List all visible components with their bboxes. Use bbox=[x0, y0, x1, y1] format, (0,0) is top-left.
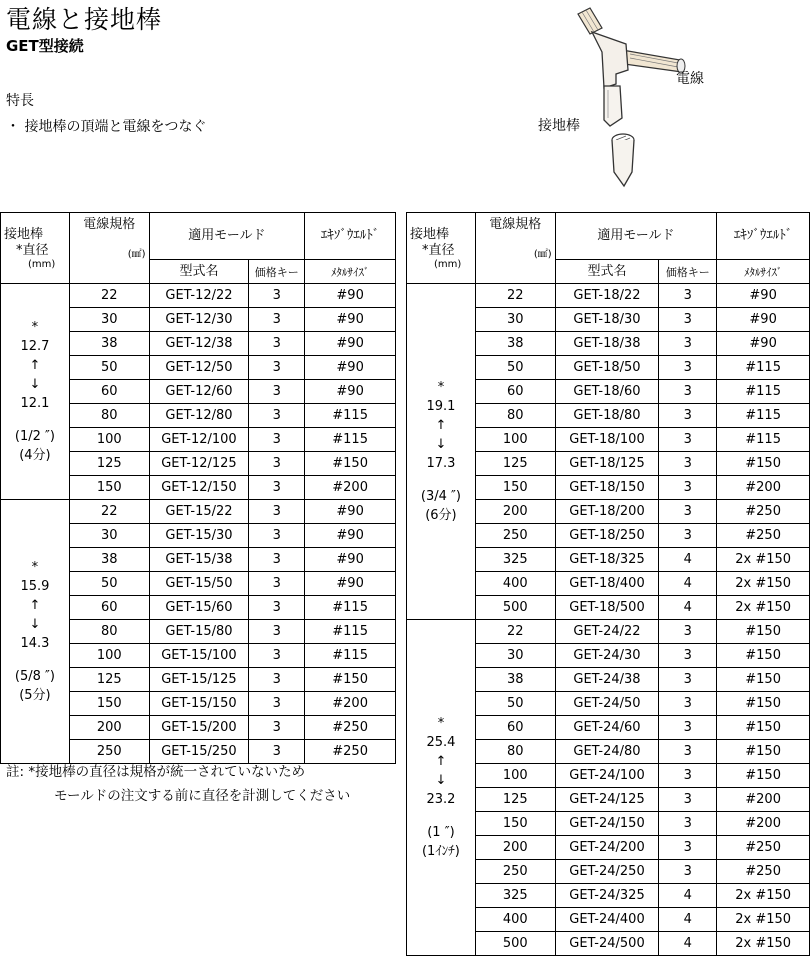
model-cell: GET-24/125 bbox=[555, 788, 659, 812]
header-rod: 接地棒 *直径 (mm) bbox=[407, 213, 476, 284]
price-key-cell: 4 bbox=[659, 572, 717, 596]
metal-size-cell: #150 bbox=[717, 692, 810, 716]
wire-size-cell: 100 bbox=[69, 428, 149, 452]
metal-size-cell: #90 bbox=[305, 548, 396, 572]
table-row bbox=[1, 500, 396, 524]
metal-size-cell: 2x #150 bbox=[717, 932, 810, 956]
wire-size-cell: 60 bbox=[69, 596, 149, 620]
price-key-cell: 4 bbox=[659, 596, 717, 620]
wire-size-cell: 80 bbox=[475, 404, 555, 428]
price-key-cell: 3 bbox=[659, 332, 717, 356]
model-cell: GET-18/60 bbox=[555, 380, 659, 404]
wire-size-cell: 80 bbox=[69, 404, 149, 428]
metal-size-cell: #150 bbox=[717, 620, 810, 644]
metal-size-cell: #250 bbox=[717, 524, 810, 548]
price-key-cell: 3 bbox=[659, 452, 717, 476]
model-cell: GET-15/22 bbox=[149, 500, 249, 524]
price-key-cell: 3 bbox=[659, 620, 717, 644]
header-mold: 適用モールド bbox=[555, 213, 717, 260]
model-cell: GET-18/325 bbox=[555, 548, 659, 572]
header-wire: 電線規格 (㎟) bbox=[69, 213, 149, 284]
header-rod: 接地棒 *直径 (mm) bbox=[1, 213, 70, 284]
diameter-top: 15.9 bbox=[20, 579, 50, 594]
wire-size-cell: 200 bbox=[475, 836, 555, 860]
metal-size-cell: #90 bbox=[717, 308, 810, 332]
price-key-cell: 3 bbox=[249, 428, 305, 452]
diameter-bu: (5分) bbox=[19, 688, 51, 703]
metal-size-cell: #200 bbox=[305, 692, 396, 716]
wire-size-cell: 80 bbox=[475, 740, 555, 764]
wire-size-cell: 30 bbox=[69, 524, 149, 548]
footnote-line-1: 註: *接地棒の直径は規格が統一されていないため bbox=[6, 764, 306, 780]
wire-size-cell: 100 bbox=[475, 428, 555, 452]
price-key-cell: 4 bbox=[659, 908, 717, 932]
rod-diameter-cell bbox=[1, 284, 70, 500]
wire-size-cell: 325 bbox=[475, 548, 555, 572]
metal-size-cell: #90 bbox=[305, 500, 396, 524]
price-key-cell: 3 bbox=[659, 860, 717, 884]
price-key-cell: 3 bbox=[659, 644, 717, 668]
wire-size-cell: 38 bbox=[69, 548, 149, 572]
model-cell: GET-12/22 bbox=[149, 284, 249, 308]
metal-size-cell: #150 bbox=[717, 716, 810, 740]
diameter-star: * bbox=[31, 560, 39, 575]
get-connection-illustration bbox=[530, 0, 730, 195]
wire-size-cell: 150 bbox=[475, 812, 555, 836]
metal-size-cell: #90 bbox=[305, 356, 396, 380]
metal-size-cell: #150 bbox=[717, 668, 810, 692]
diameter-bottom: 23.2 bbox=[426, 792, 456, 807]
price-key-cell: 3 bbox=[659, 692, 717, 716]
metal-size-cell: #115 bbox=[305, 620, 396, 644]
diameter-bottom: 12.1 bbox=[20, 396, 50, 411]
spec-table-left bbox=[0, 212, 396, 764]
metal-size-cell: #90 bbox=[305, 524, 396, 548]
price-key-cell: 3 bbox=[249, 452, 305, 476]
wire-size-cell: 125 bbox=[69, 452, 149, 476]
model-cell: GET-24/60 bbox=[555, 716, 659, 740]
rod-diameter-cell bbox=[407, 284, 476, 620]
wire-size-cell: 22 bbox=[475, 620, 555, 644]
header-price: 価格キー bbox=[249, 260, 305, 284]
price-key-cell: 3 bbox=[659, 524, 717, 548]
diameter-bu: (1ｲﾝﾁ) bbox=[421, 844, 460, 859]
metal-size-cell: #150 bbox=[717, 740, 810, 764]
wire-size-cell: 125 bbox=[475, 452, 555, 476]
metal-size-cell: 2x #150 bbox=[717, 548, 810, 572]
price-key-cell: 3 bbox=[659, 356, 717, 380]
features-heading: 特長 bbox=[6, 93, 34, 109]
model-cell: GET-15/125 bbox=[149, 668, 249, 692]
metal-size-cell: #200 bbox=[717, 476, 810, 500]
model-cell: GET-15/38 bbox=[149, 548, 249, 572]
price-key-cell: 3 bbox=[659, 476, 717, 500]
wire-size-cell: 250 bbox=[475, 524, 555, 548]
wire-size-cell: 22 bbox=[69, 284, 149, 308]
wire-size-cell: 100 bbox=[69, 644, 149, 668]
price-key-cell: 3 bbox=[249, 308, 305, 332]
diameter-up: ↑ bbox=[29, 358, 41, 373]
price-key-cell: 3 bbox=[249, 404, 305, 428]
wire-size-cell: 325 bbox=[475, 884, 555, 908]
wire-size-cell: 38 bbox=[69, 332, 149, 356]
price-key-cell: 3 bbox=[659, 836, 717, 860]
table-row bbox=[407, 620, 810, 644]
wire-size-cell: 50 bbox=[69, 356, 149, 380]
diameter-bu: (6分) bbox=[425, 508, 457, 523]
metal-size-cell: #150 bbox=[717, 764, 810, 788]
wire-size-cell: 50 bbox=[69, 572, 149, 596]
diameter-bu: (4分) bbox=[19, 448, 51, 463]
model-cell: GET-15/50 bbox=[149, 572, 249, 596]
model-cell: GET-15/80 bbox=[149, 620, 249, 644]
metal-size-cell: #90 bbox=[717, 332, 810, 356]
price-key-cell: 3 bbox=[659, 500, 717, 524]
wire-size-cell: 125 bbox=[475, 788, 555, 812]
model-cell: GET-18/400 bbox=[555, 572, 659, 596]
price-key-cell: 3 bbox=[659, 788, 717, 812]
model-cell: GET-12/50 bbox=[149, 356, 249, 380]
wire-size-cell: 500 bbox=[475, 932, 555, 956]
price-key-cell: 3 bbox=[659, 812, 717, 836]
wire-size-cell: 250 bbox=[475, 860, 555, 884]
metal-size-cell: 2x #150 bbox=[717, 908, 810, 932]
diameter-star: * bbox=[437, 380, 445, 395]
price-key-cell: 3 bbox=[249, 740, 305, 764]
metal-size-cell: #90 bbox=[717, 284, 810, 308]
metal-size-cell: #150 bbox=[717, 452, 810, 476]
model-cell: GET-12/80 bbox=[149, 404, 249, 428]
metal-size-cell: #115 bbox=[305, 428, 396, 452]
model-cell: GET-18/500 bbox=[555, 596, 659, 620]
model-cell: GET-18/100 bbox=[555, 428, 659, 452]
diameter-up: ↑ bbox=[435, 418, 447, 433]
diameter-bottom: 14.3 bbox=[20, 636, 50, 651]
wire-label: 電線 bbox=[676, 71, 704, 87]
wire-size-cell: 38 bbox=[475, 668, 555, 692]
metal-size-cell: #150 bbox=[717, 644, 810, 668]
diameter-inch: (5/8 ″) bbox=[14, 669, 55, 684]
price-key-cell: 3 bbox=[249, 548, 305, 572]
model-cell: GET-18/80 bbox=[555, 404, 659, 428]
price-key-cell: 3 bbox=[249, 716, 305, 740]
footnote-line-2: モールドの注文する前に直径を計測してください bbox=[54, 788, 351, 804]
model-cell: GET-12/125 bbox=[149, 452, 249, 476]
model-cell: GET-18/30 bbox=[555, 308, 659, 332]
diameter-top: 19.1 bbox=[426, 399, 456, 414]
diameter-star: * bbox=[437, 716, 445, 731]
wire-size-cell: 400 bbox=[475, 908, 555, 932]
metal-size-cell: #90 bbox=[305, 332, 396, 356]
price-key-cell: 3 bbox=[659, 716, 717, 740]
metal-size-cell: 2x #150 bbox=[717, 596, 810, 620]
price-key-cell: 3 bbox=[249, 476, 305, 500]
price-key-cell: 3 bbox=[249, 572, 305, 596]
diameter-up: ↑ bbox=[29, 598, 41, 613]
price-key-cell: 3 bbox=[249, 668, 305, 692]
metal-size-cell: #250 bbox=[717, 860, 810, 884]
metal-size-cell: #115 bbox=[305, 404, 396, 428]
header-wire: 電線規格 (㎟) bbox=[475, 213, 555, 284]
price-key-cell: 3 bbox=[249, 380, 305, 404]
metal-size-cell: #250 bbox=[305, 740, 396, 764]
wire-size-cell: 80 bbox=[69, 620, 149, 644]
price-key-cell: 3 bbox=[249, 500, 305, 524]
price-key-cell: 3 bbox=[249, 596, 305, 620]
metal-size-cell: 2x #150 bbox=[717, 884, 810, 908]
model-cell: GET-15/30 bbox=[149, 524, 249, 548]
rod-label: 接地棒 bbox=[538, 118, 580, 134]
price-key-cell: 4 bbox=[659, 932, 717, 956]
metal-size-cell: 2x #150 bbox=[717, 572, 810, 596]
header-weld: ｴｷｿﾞｳｴﾙﾄﾞ bbox=[717, 213, 810, 260]
diameter-star: * bbox=[31, 320, 39, 335]
table-row bbox=[1, 284, 396, 308]
model-cell: GET-24/22 bbox=[555, 620, 659, 644]
price-key-cell: 3 bbox=[659, 380, 717, 404]
metal-size-cell: #250 bbox=[717, 836, 810, 860]
wire-size-cell: 100 bbox=[475, 764, 555, 788]
wire-size-cell: 500 bbox=[475, 596, 555, 620]
metal-size-cell: #115 bbox=[717, 404, 810, 428]
model-cell: GET-18/38 bbox=[555, 332, 659, 356]
price-key-cell: 3 bbox=[659, 764, 717, 788]
price-key-cell: 3 bbox=[249, 692, 305, 716]
diameter-inch: (3/4 ″) bbox=[420, 489, 461, 504]
metal-size-cell: #115 bbox=[305, 596, 396, 620]
diameter-down: ↓ bbox=[435, 773, 447, 788]
wire-size-cell: 30 bbox=[475, 308, 555, 332]
metal-size-cell: #115 bbox=[717, 380, 810, 404]
model-cell: GET-18/200 bbox=[555, 500, 659, 524]
model-cell: GET-15/150 bbox=[149, 692, 249, 716]
page-subtitle: GET型接続 bbox=[6, 37, 84, 55]
model-cell: GET-12/38 bbox=[149, 332, 249, 356]
model-cell: GET-24/30 bbox=[555, 644, 659, 668]
rod-diameter-cell bbox=[1, 500, 70, 764]
metal-size-cell: #90 bbox=[305, 572, 396, 596]
model-cell: GET-12/30 bbox=[149, 308, 249, 332]
wire-size-cell: 22 bbox=[475, 284, 555, 308]
model-cell: GET-24/500 bbox=[555, 932, 659, 956]
model-cell: GET-24/200 bbox=[555, 836, 659, 860]
model-cell: GET-24/250 bbox=[555, 860, 659, 884]
model-cell: GET-15/100 bbox=[149, 644, 249, 668]
price-key-cell: 3 bbox=[659, 668, 717, 692]
price-key-cell: 3 bbox=[659, 740, 717, 764]
model-cell: GET-24/150 bbox=[555, 812, 659, 836]
wire-size-cell: 22 bbox=[69, 500, 149, 524]
wire-size-cell: 60 bbox=[475, 380, 555, 404]
price-key-cell: 3 bbox=[659, 404, 717, 428]
model-cell: GET-24/325 bbox=[555, 884, 659, 908]
price-key-cell: 3 bbox=[249, 644, 305, 668]
metal-size-cell: #150 bbox=[305, 668, 396, 692]
diameter-inch: (1 ″) bbox=[427, 825, 455, 840]
header-model: 型式名 bbox=[149, 260, 249, 284]
price-key-cell: 3 bbox=[249, 284, 305, 308]
metal-size-cell: #115 bbox=[305, 644, 396, 668]
model-cell: GET-24/38 bbox=[555, 668, 659, 692]
model-cell: GET-15/60 bbox=[149, 596, 249, 620]
diameter-top: 12.7 bbox=[20, 339, 50, 354]
model-cell: GET-12/100 bbox=[149, 428, 249, 452]
wire-size-cell: 38 bbox=[475, 332, 555, 356]
wire-size-cell: 250 bbox=[69, 740, 149, 764]
wire-size-cell: 150 bbox=[69, 692, 149, 716]
rod-diameter-cell bbox=[407, 620, 476, 956]
model-cell: GET-15/250 bbox=[149, 740, 249, 764]
price-key-cell: 4 bbox=[659, 548, 717, 572]
wire-size-cell: 30 bbox=[69, 308, 149, 332]
footnote bbox=[6, 760, 350, 808]
header-metal: ﾒﾀﾙｻｲｽﾞ bbox=[717, 260, 810, 284]
diameter-down: ↓ bbox=[29, 377, 41, 392]
wire-size-cell: 60 bbox=[69, 380, 149, 404]
metal-size-cell: #90 bbox=[305, 380, 396, 404]
wire-size-cell: 125 bbox=[69, 668, 149, 692]
header-weld: ｴｷｿﾞｳｴﾙﾄﾞ bbox=[305, 213, 396, 260]
metal-size-cell: #250 bbox=[717, 500, 810, 524]
metal-size-cell: #150 bbox=[305, 452, 396, 476]
metal-size-cell: #250 bbox=[305, 716, 396, 740]
model-cell: GET-12/150 bbox=[149, 476, 249, 500]
metal-size-cell: #115 bbox=[717, 356, 810, 380]
model-cell: GET-18/125 bbox=[555, 452, 659, 476]
metal-size-cell: #200 bbox=[717, 812, 810, 836]
diameter-up: ↑ bbox=[435, 754, 447, 769]
price-key-cell: 4 bbox=[659, 884, 717, 908]
price-key-cell: 3 bbox=[249, 620, 305, 644]
page-title: 電線と接地棒 bbox=[6, 5, 163, 34]
model-cell: GET-15/200 bbox=[149, 716, 249, 740]
wire-size-cell: 30 bbox=[475, 644, 555, 668]
wire-size-cell: 150 bbox=[69, 476, 149, 500]
diameter-top: 25.4 bbox=[426, 735, 456, 750]
model-cell: GET-18/250 bbox=[555, 524, 659, 548]
model-cell: GET-24/50 bbox=[555, 692, 659, 716]
wire-size-cell: 150 bbox=[475, 476, 555, 500]
metal-size-cell: #90 bbox=[305, 284, 396, 308]
wire-size-cell: 60 bbox=[475, 716, 555, 740]
model-cell: GET-24/100 bbox=[555, 764, 659, 788]
price-key-cell: 3 bbox=[249, 332, 305, 356]
wire-size-cell: 200 bbox=[475, 500, 555, 524]
feature-item: ・ 接地棒の頂端と電線をつなぐ bbox=[6, 119, 207, 135]
model-cell: GET-18/22 bbox=[555, 284, 659, 308]
diameter-inch: (1/2 ″) bbox=[14, 429, 55, 444]
metal-size-cell: #200 bbox=[717, 788, 810, 812]
header-metal: ﾒﾀﾙｻｲｽﾞ bbox=[305, 260, 396, 284]
diameter-down: ↓ bbox=[29, 617, 41, 632]
model-cell: GET-12/60 bbox=[149, 380, 249, 404]
header-model: 型式名 bbox=[555, 260, 659, 284]
header-mold: 適用モールド bbox=[149, 213, 305, 260]
price-key-cell: 3 bbox=[249, 356, 305, 380]
price-key-cell: 3 bbox=[249, 524, 305, 548]
diameter-down: ↓ bbox=[435, 437, 447, 452]
metal-size-cell: #90 bbox=[305, 308, 396, 332]
wire-size-cell: 50 bbox=[475, 692, 555, 716]
header-price: 価格キー bbox=[659, 260, 717, 284]
wire-size-cell: 200 bbox=[69, 716, 149, 740]
metal-size-cell: #200 bbox=[305, 476, 396, 500]
diameter-bottom: 17.3 bbox=[426, 456, 456, 471]
price-key-cell: 3 bbox=[659, 284, 717, 308]
price-key-cell: 3 bbox=[659, 308, 717, 332]
model-cell: GET-18/50 bbox=[555, 356, 659, 380]
wire-size-cell: 50 bbox=[475, 356, 555, 380]
model-cell: GET-24/80 bbox=[555, 740, 659, 764]
spec-table-right bbox=[406, 212, 810, 956]
model-cell: GET-24/400 bbox=[555, 908, 659, 932]
table-row bbox=[407, 284, 810, 308]
wire-size-cell: 400 bbox=[475, 572, 555, 596]
model-cell: GET-18/150 bbox=[555, 476, 659, 500]
price-key-cell: 3 bbox=[659, 428, 717, 452]
metal-size-cell: #115 bbox=[717, 428, 810, 452]
